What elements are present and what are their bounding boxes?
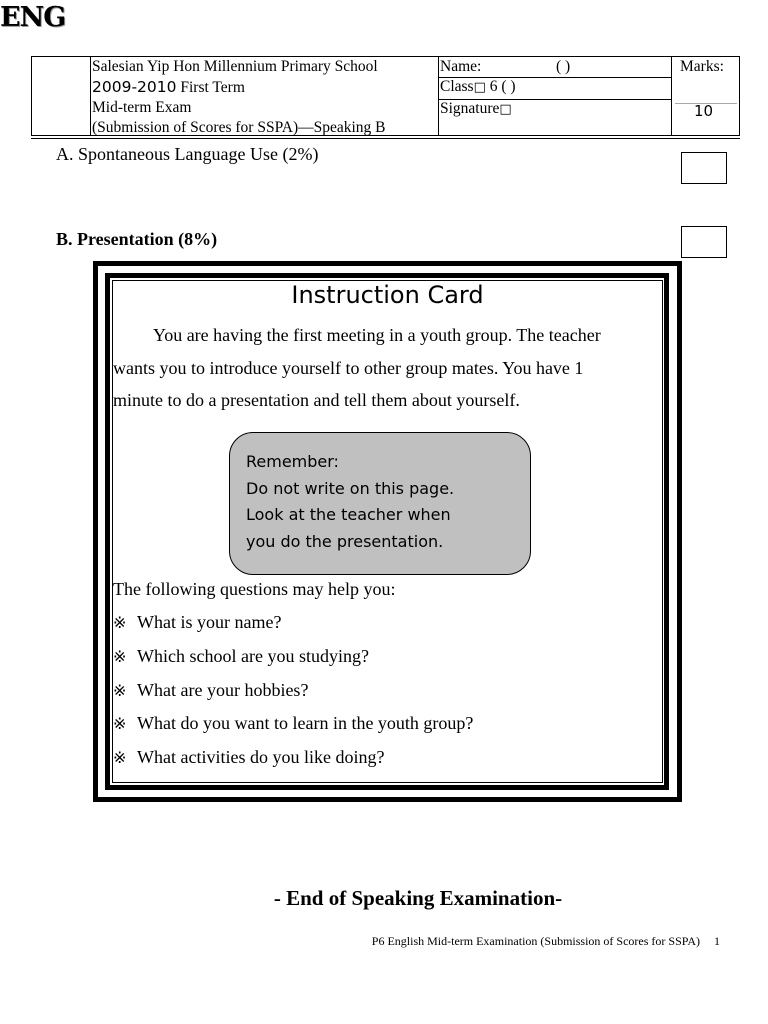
question-item: [113, 713, 473, 747]
remember-line: you do the presentation.: [246, 531, 444, 551]
section-a-score-box[interactable]: [681, 152, 727, 184]
signature-label-text: Signature: [440, 100, 500, 117]
question-item: [113, 612, 473, 646]
header-col-divider: [90, 57, 91, 135]
reference-mark-icon: ※: [113, 748, 127, 768]
school-name: Salesian Yip Hon Millennium Primary School: [92, 58, 378, 75]
name-label: Name:: [440, 58, 482, 75]
header-col-divider: [438, 57, 439, 135]
card-title: Instruction Card: [291, 281, 484, 309]
question-text: What activities do you like doing?: [137, 747, 385, 768]
marks-total: 10: [694, 102, 714, 120]
class-colon-box: □: [473, 80, 486, 95]
submission-title: (Submission of Scores for SSPA)—Speaking B: [92, 119, 386, 136]
class-value: 6 ( ): [489, 78, 516, 95]
class-label: [440, 77, 516, 98]
header-underline: [31, 138, 740, 139]
subject-tag: ENG: [0, 2, 66, 33]
end-of-exam-text: - End of Speaking Examination-: [273, 886, 563, 910]
section-b-heading: B. Presentation (8%): [56, 229, 218, 249]
question-text: Which school are you studying?: [137, 645, 369, 666]
question-list: [113, 612, 473, 781]
section-b-score-box[interactable]: [681, 226, 727, 258]
exam-title: Mid-term Exam: [92, 99, 192, 116]
remember-line: Remember:: [246, 452, 339, 471]
reference-mark-icon: ※: [113, 613, 127, 632]
name-paren: ( ): [556, 58, 571, 75]
marks-label: Marks:: [680, 58, 724, 75]
school-year-term: [92, 77, 245, 98]
paragraph-line: wants you to introduce yourself to other group mates. You have 1: [113, 357, 584, 378]
page-number: 1: [714, 934, 720, 948]
remember-line: Look at the teacher when: [246, 505, 451, 524]
page-footer: [372, 934, 720, 949]
question-text: What are your hobbies?: [137, 679, 309, 700]
card-paragraph: [113, 319, 663, 417]
footer-text: P6 English Mid-term Examination (Submission of Scores for SSPA): [371, 934, 700, 948]
questions-intro: The following questions may help you:: [113, 579, 396, 599]
school-year: 2009-2010: [92, 78, 177, 96]
term: First Term: [180, 79, 245, 96]
remember-line: Do not write on this page.: [246, 478, 455, 498]
question-text: What do you want to learn in the youth group?: [137, 713, 474, 734]
paragraph-line: minute to do a presentation and tell them about yourself.: [113, 390, 520, 410]
exam-header-table: [31, 56, 740, 136]
reference-mark-icon: ※: [113, 646, 127, 666]
question-item: [113, 747, 473, 781]
section-a-heading: A. Spontaneous Language Use (2%): [56, 144, 319, 164]
remember-box: [229, 432, 531, 575]
paragraph-line: You are having the first meeting in a youth group. The teacher: [153, 325, 601, 345]
question-text: What is your name?: [137, 612, 282, 632]
class-label-text: Class: [440, 78, 474, 95]
signature-label: [440, 99, 512, 120]
reference-mark-icon: ※: [113, 714, 127, 734]
question-item: [113, 680, 473, 714]
question-item: [113, 646, 473, 680]
header-col-divider: [671, 57, 672, 135]
reference-mark-icon: ※: [113, 680, 127, 700]
signature-colon-box: □: [499, 102, 512, 117]
